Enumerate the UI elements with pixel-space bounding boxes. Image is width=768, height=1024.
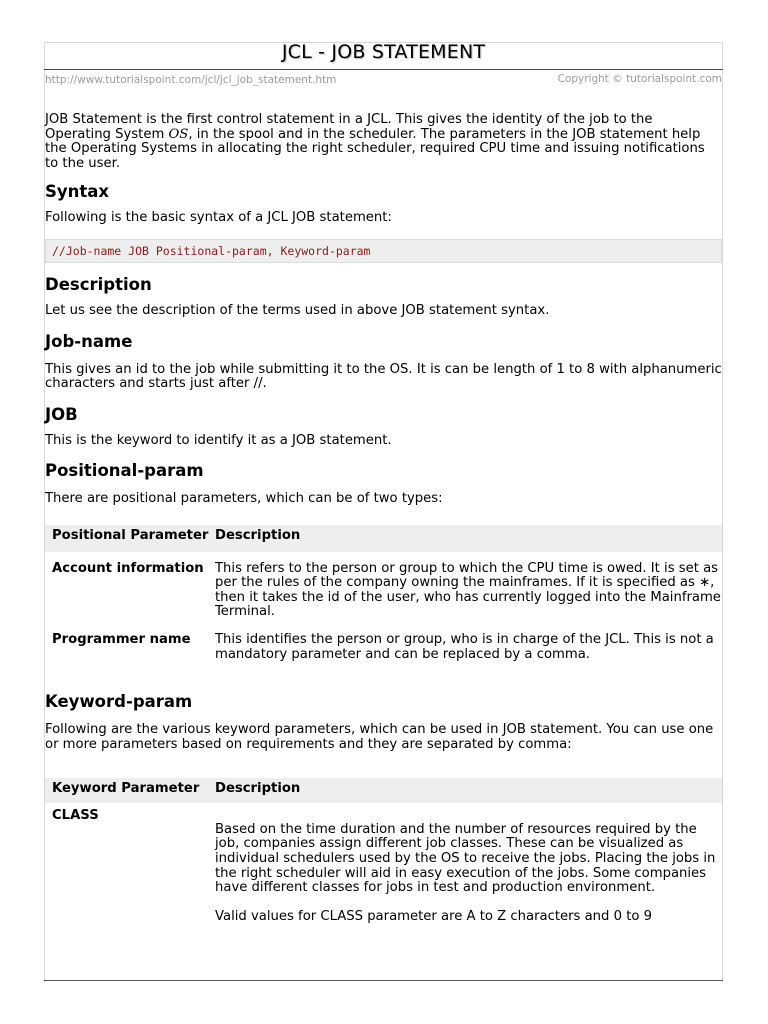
- param-name: CLASS: [52, 807, 99, 823]
- intro-text-2: , in the spool and in the scheduler. The parameters in the JOB statement help the Operating Systems in allocating the right scheduler, required CPU time and issuing notifications to the user.: [45, 126, 705, 171]
- jobname-text: This gives an id to the job while submitting it to the OS. It is can be length of 1 to 8 with alphanumeric characters and starts just after //.: [45, 361, 722, 392]
- table-header-row: [45, 525, 722, 552]
- param-name: Programmer name: [52, 631, 191, 647]
- syntax-heading: Syntax: [45, 182, 110, 202]
- param-description: [215, 803, 722, 926]
- param-name: Account information: [52, 560, 204, 576]
- page-bottom-rule: [44, 980, 723, 981]
- os-term: OS: [168, 126, 189, 142]
- copyright-notice: Copyright © tutorialspoint.com: [557, 73, 722, 85]
- description-heading: Description: [45, 274, 152, 294]
- job-heading: JOB: [45, 404, 78, 424]
- param-description-text: Based on the time duration and the number of resources required by the job, companies assign different job classes. These can be visualized as individual schedulers used by the OS to receive the jobs. Placing the jobs in the right scheduler will aid in easy execution of the jobs. Some companies have different classes for jobs in test and production environment.: [215, 821, 716, 896]
- intro-text-1: JOB Statement is the first control statement in a JCL. This gives the identity of the job to the Operating System: [45, 112, 653, 142]
- document-body: [45, 113, 722, 925]
- param-description-text: Valid values for CLASS parameter are A to Z characters and 0 to 9: [215, 908, 653, 924]
- table-header-cell: Keyword Parameter: [45, 778, 215, 803]
- param-description-text: , then it takes the id of the user, who has currently logged into the Mainframe Terminal.: [215, 575, 721, 620]
- syntax-code-block: //Job-name JOB Positional-param, Keyword-param: [45, 239, 722, 263]
- syntax-text: Following is the basic syntax of a JCL JOB statement:: [45, 210, 392, 226]
- param-description: This identifies the person or group, who is in charge of the JCL. This is not a mandatory parameter and can be replaced by a comma.: [215, 631, 714, 662]
- description-text: Let us see the description of the terms used in above JOB statement syntax.: [45, 302, 550, 318]
- table-header-cell: Description: [215, 525, 722, 552]
- page-title: JCL - JOB STATEMENT: [281, 41, 486, 63]
- param-description: [215, 552, 722, 621]
- table-header-cell: Description: [215, 778, 722, 803]
- keyword-heading: Keyword-param: [45, 692, 193, 712]
- table-header-cell: Positional Parameter: [45, 525, 215, 552]
- title-divider: [44, 69, 723, 70]
- asterisk-symbol: ∗: [699, 575, 711, 591]
- positional-table: [45, 525, 722, 663]
- table-row: [45, 621, 722, 663]
- keyword-text: Following are the various keyword parameters, which can be used in JOB statement. You can use one or more parameters based on requirements and they are separated by comma:: [45, 722, 714, 752]
- intro-paragraph: [45, 113, 722, 171]
- source-url[interactable]: http://www.tutorialspoint.com/jcl/jcl_job_statement.htm: [45, 74, 337, 86]
- table-header-row: [45, 778, 722, 803]
- keyword-table: [45, 778, 722, 925]
- param-description-text: This refers to the person or group to which the CPU time is owed. It is set as per the rules of the company owning the mainframes. If it is specified as: [215, 560, 719, 591]
- table-row: [45, 552, 722, 621]
- jobname-heading: Job-name: [45, 331, 133, 351]
- table-row: [45, 803, 722, 926]
- job-text: This is the keyword to identify it as a JOB statement.: [45, 432, 392, 448]
- positional-text: There are positional parameters, which can be of two types:: [45, 491, 443, 507]
- positional-heading: Positional-param: [45, 461, 204, 481]
